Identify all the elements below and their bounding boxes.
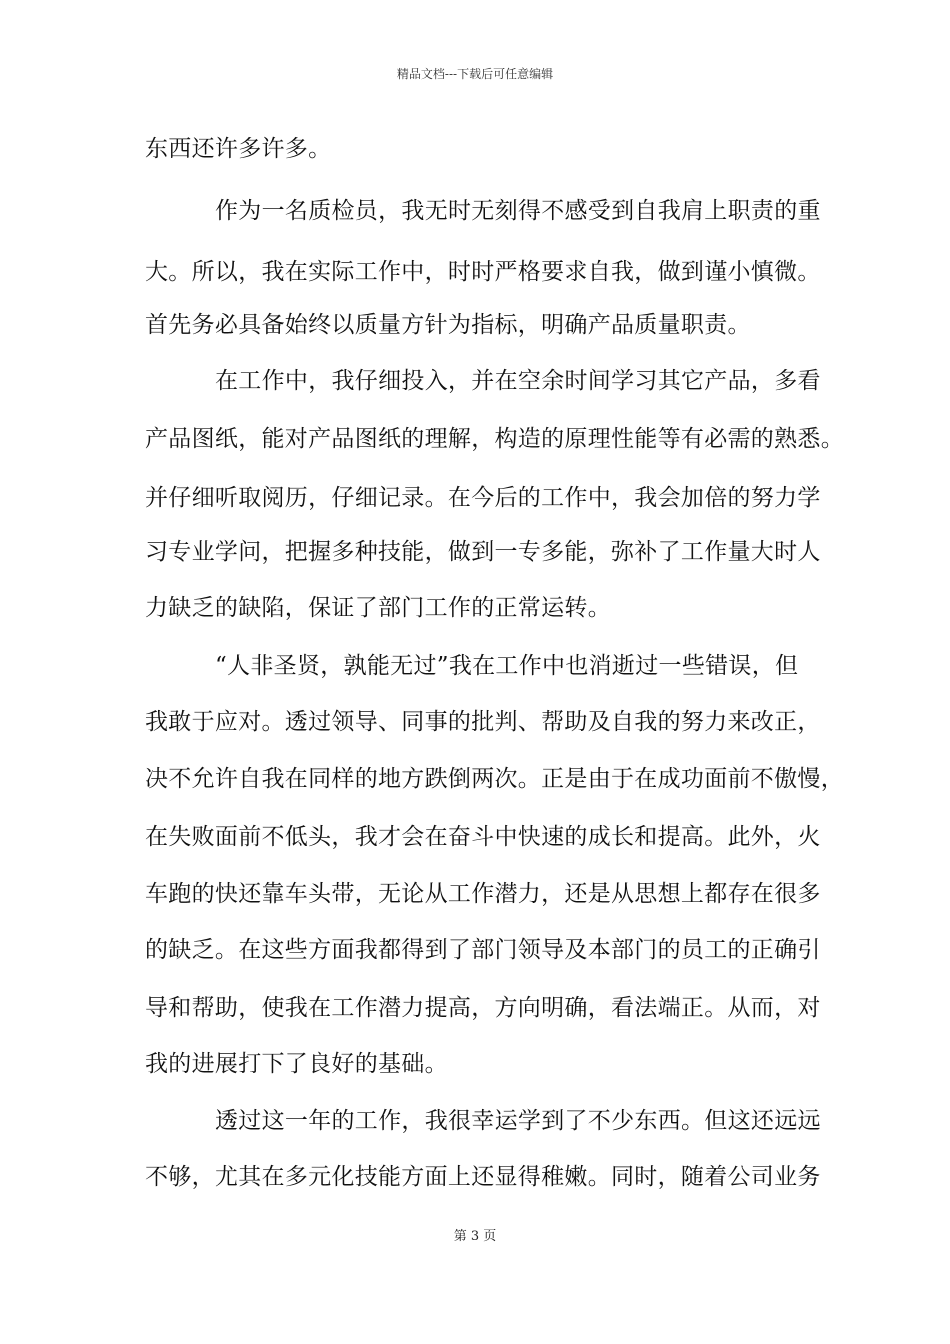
text-line: 我敢于应对。透过领导、同事的批判、帮助及自我的努力来改正， xyxy=(145,709,821,735)
paragraph-first-line: 在工作中，我仔细投入，并在空余时间学习其它产品，多看 xyxy=(215,368,821,394)
text-line: 的缺乏。在这些方面我都得到了部门领导及本部门的员工的正确引 xyxy=(145,937,821,963)
text-line: 产品图纸，能对产品图纸的理解，构造的原理性能等有必需的熟悉。 xyxy=(145,426,844,452)
text-line: 车跑的快还靠车头带，无论从工作潜力，还是从思想上都存在很多 xyxy=(145,881,821,907)
text-line: 不够，尤其在多元化技能方面上还显得稚嫩。同时，随着公司业务 xyxy=(145,1164,821,1190)
text-line: 大。所以，我在实际工作中，时时严格要求自我，做到谨小慎微。 xyxy=(145,259,821,285)
text-line: 东西还许多许多。 xyxy=(145,136,332,162)
text-line: 习专业学问，把握多种技能，做到一专多能，弥补了工作量大时人 xyxy=(145,539,821,565)
text-line: 导和帮助，使我在工作潜力提高，方向明确，看法端正。从而，对 xyxy=(145,995,821,1021)
text-line: 决不允许自我在同样的地方跌倒两次。正是由于在成功面前不傲慢， xyxy=(145,766,844,792)
page-number: 第 3 页 xyxy=(453,1229,497,1244)
paragraph-first-line: “人非圣贤，孰能无过”我在工作中也消逝过一些错误，但 xyxy=(215,653,799,679)
paragraph-first-line: 作为一名质检员，我无时无刻得不感受到自我肩上职责的重 xyxy=(215,198,821,224)
paragraph-first-line: 透过这一年的工作，我很幸运学到了不少东西。但这还远远 xyxy=(215,1108,821,1134)
text-line: 并仔细听取阅历，仔细记录。在今后的工作中，我会加倍的努力学 xyxy=(145,485,821,511)
text-line: 在失败面前不低头，我才会在奋斗中快速的成长和提高。此外，火 xyxy=(145,824,821,850)
text-line: 我的进展打下了良好的基础。 xyxy=(145,1051,448,1077)
page-header: 精品文档---下载后可任意编辑 xyxy=(396,67,554,81)
text-line: 力缺乏的缺陷，保证了部门工作的正常运转。 xyxy=(145,595,611,621)
text-line: 首先务必具备始终以质量方针为指标，明确产品质量职责。 xyxy=(145,312,751,338)
